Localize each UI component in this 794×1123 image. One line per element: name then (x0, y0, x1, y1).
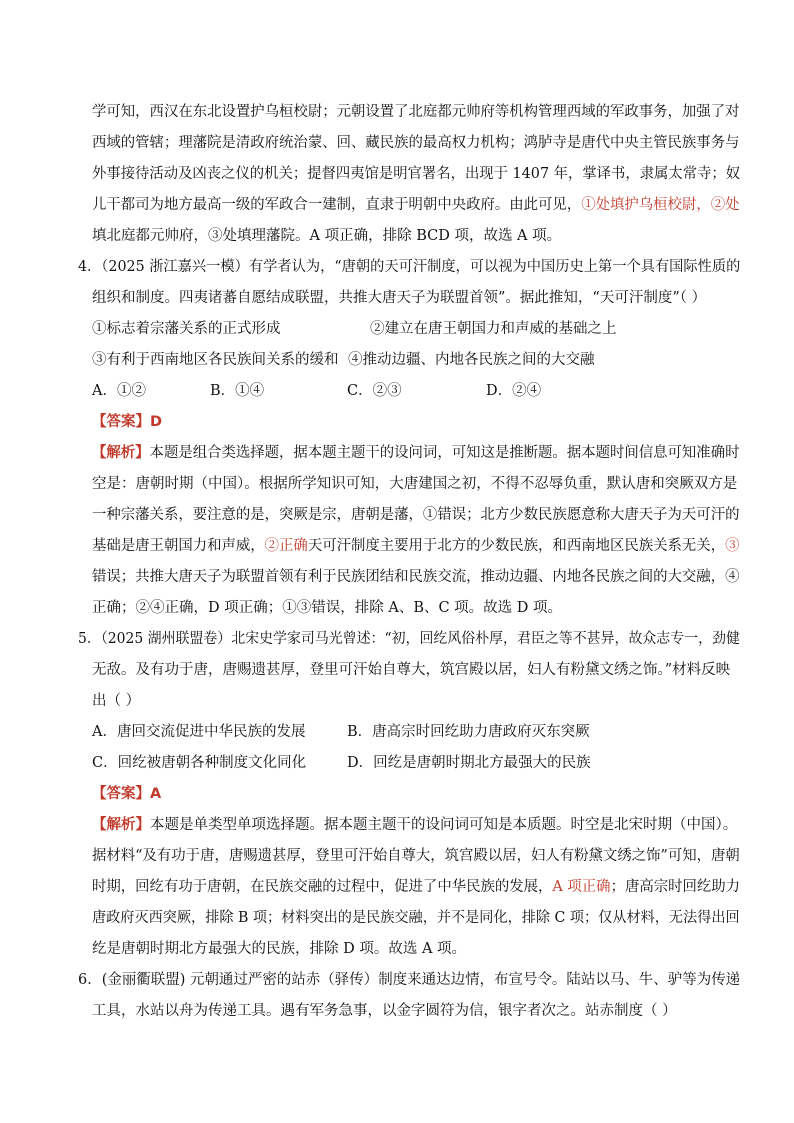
text-line: 出（ ） (92, 693, 141, 709)
analysis-label: 【解析】 (92, 445, 150, 461)
answer-label: 【答案】A (92, 786, 162, 802)
question-6-stem: 6．(金丽衢联盟) 元朝通过严密的站赤（驿传）制度来通达边情，布宣号令。陆站以马、牛、驴等为传递 (78, 972, 741, 988)
choice-c: C．②③ (347, 383, 402, 399)
text-line: 基础是唐王朝国力和声威，②正确天可汗制度主要用于北方的少数民族，和西南地区民族关系无关，③ (92, 538, 740, 554)
analysis-paragraph: 【解析】本题是单类型单项选择题。据本题主题干的设问词可知是本质题。时空是北宋时期（中国）。 (92, 817, 738, 833)
text-line: 唐政府灭西突厥，排除 B 项；材料突出的是民族交融，并不是同化，排除 C 项；仅从材料，无法得出回 (92, 910, 740, 926)
choice-d: D．②④ (486, 383, 542, 399)
statement-option: ①标志着宗藩关系的正式形成 (92, 321, 281, 337)
question-4-stem: 4．（2025 浙江嘉兴一模）有学者认为，“唐朝的天可汗制度，可以视为中国历史上第一个具有国际性质的 (78, 259, 741, 275)
text-line: 学可知，西汉在东北设置护乌桓校尉；元朝设置了北庭都元帅府等机构管理西域的军政事务，加强了对 (92, 104, 740, 120)
text-line: 儿干都司为地方最高一级的军政合一建制，直隶于明朝中央政府。由此可见，①处填护乌桓校尉，②处 (92, 197, 740, 213)
choice-c: C．回纥被唐朝各种制度文化同化 (92, 755, 307, 771)
text-line: 一种宗藩关系，要注意的是，突厥是宗，唐朝是藩，①错误；北方少数民族愿意称大唐天子为天可汗的 (92, 507, 740, 523)
text-line: 正确；②④正确，D 项正确；①③错误，排除 A、B、C 项。故选 D 项。 (92, 600, 563, 616)
analysis-paragraph: 【解析】本题是组合类选择题，据本题主题干的设问词，可知这是推断题。据本题时间信息可知准确时 (92, 445, 740, 461)
highlighted-answer: ①处填护乌桓校尉，②处 (581, 197, 740, 213)
text-line: 工具，水站以舟为传递工具。遇有军务急事，以金字圆符为信，银字者次之。站赤制度（ ） (92, 1003, 677, 1019)
statement-option: ③有利于西南地区各民族间关系的缓和 (92, 352, 339, 368)
statement-option: ②建立在唐王朝国力和声威的基础之上 (370, 321, 617, 337)
choice-a: A．①② (92, 383, 146, 399)
text-line: 组织和制度。四夷诸蕃自愿结成联盟，共推大唐天子为联盟首领”。据此推知，“天可汗制度”（ ） (92, 290, 707, 306)
text-line: 无敌。及有功于唐，唐赐遗甚厚，登里可汗始自尊大，筑宫殿以居，妇人有粉黛文绣之饰。”材料反映 (92, 662, 731, 678)
answer-label: 【答案】D (92, 414, 163, 430)
text-line: 西域的管辖；理藩院是清政府统治蒙、回、藏民族的最高权力机构；鸿胪寺是唐代中央主管民族事务与 (92, 135, 740, 151)
statement-option: ④推动边疆、内地各民族之间的大交融 (348, 352, 595, 368)
text-line: 填北庭都元帅府，③处填理藩院。A 项正确，排除 BCD 项，故选 A 项。 (92, 228, 562, 244)
choice-a: A．唐回交流促进中华民族的发展 (92, 724, 306, 740)
text-line: 据材料“及有功于唐，唐赐遗甚厚，登里可汗始自尊大，筑宫殿以居，妇人有粉黛文绣之饰”可知，唐朝 (92, 848, 740, 864)
question-5-stem: 5．（2025 湖州联盟卷）北宋史学家司马光曾述：“初，回纥风俗朴厚，君臣之等不甚异，故众志专一，劲健 (78, 631, 740, 647)
choice-b: B．唐高宗时回纥助力唐政府灭东突厥 (347, 724, 590, 740)
choice-d: D．回纥是唐朝时期北方最强大的民族 (347, 755, 591, 771)
text-line: 错误；共推大唐天子为联盟首领有利于民族团结和民族交流，推动边疆、内地各民族之间的大交融，④ (92, 569, 740, 585)
choice-b: B．①④ (210, 383, 265, 399)
text-line: 外事接待活动及凶丧之仪的机关；提督四夷馆是明官署名，出现于 1407 年，掌译书，隶属太常寺；奴 (92, 166, 741, 182)
text-line: 时期，回纥有功于唐朝，在民族交融的过程中，促进了中华民族的发展，A 项正确；唐高宗时回纥助力 (92, 879, 741, 895)
analysis-label: 【解析】 (92, 817, 150, 833)
text-line: 空是：唐朝时期（中国）。根据所学知识可知，大唐建国之初，不得不忍辱负重，默认唐和突厥双方是 (92, 476, 738, 492)
text-line: 纥是唐朝时期北方最强大的民族，排除 D 项。故选 A 项。 (92, 941, 467, 957)
